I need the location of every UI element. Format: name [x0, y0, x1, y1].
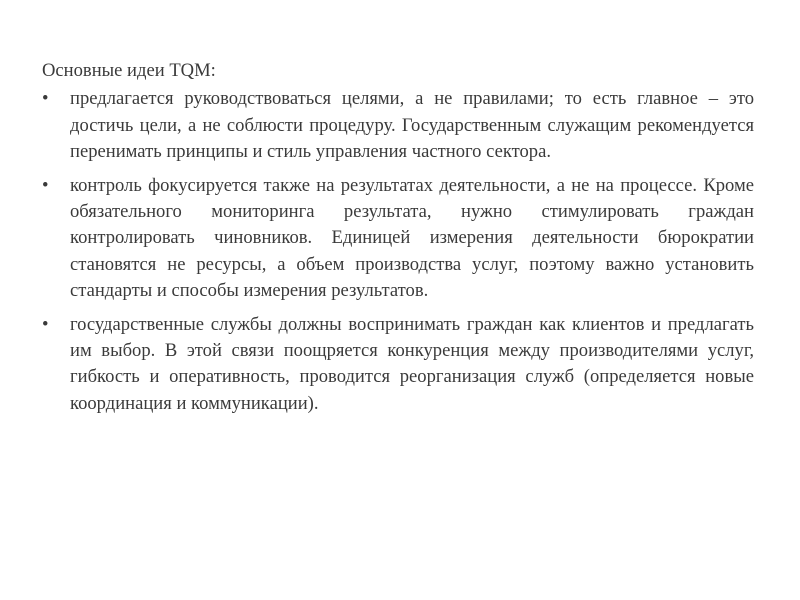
bullet-icon: • — [42, 88, 49, 110]
list-item — [42, 173, 754, 305]
bullet-icon: • — [42, 174, 49, 196]
list-item-text: государственные службы должны воспринимать граждан как клиентов и предлагать им выбор. В этой связи поощряется конкуренция между производителями услуг, гибкость и оперативность, проводится реорганизация служб (определяется новые координация и коммуникации). — [70, 313, 754, 414]
list-item — [42, 312, 754, 418]
list-item — [42, 86, 754, 165]
slide-heading: Основные идеи TQM: — [42, 60, 216, 81]
slide-content — [42, 58, 754, 424]
list-item-text: контроль фокусируется также на результатах деятельности, а не на процессе. Кроме обязательного мониторинга результата, нужно стимулировать граждан контролировать чиновников. Единицей измерения деятельности бюрократии становятся не ресурсы, а объем производства услуг, поэтому важно установить стандарты и способы измерения результатов. — [70, 174, 754, 302]
bullet-list — [42, 86, 754, 417]
bullet-icon: • — [42, 313, 49, 335]
list-item-text: предлагается руководствоваться целями, а не правилами; то есть главное – это достичь цели, а не соблюсти процедуру. Государственным служащим рекомендуется перенимать принципы и стиль управления частного сектора. — [70, 88, 754, 163]
